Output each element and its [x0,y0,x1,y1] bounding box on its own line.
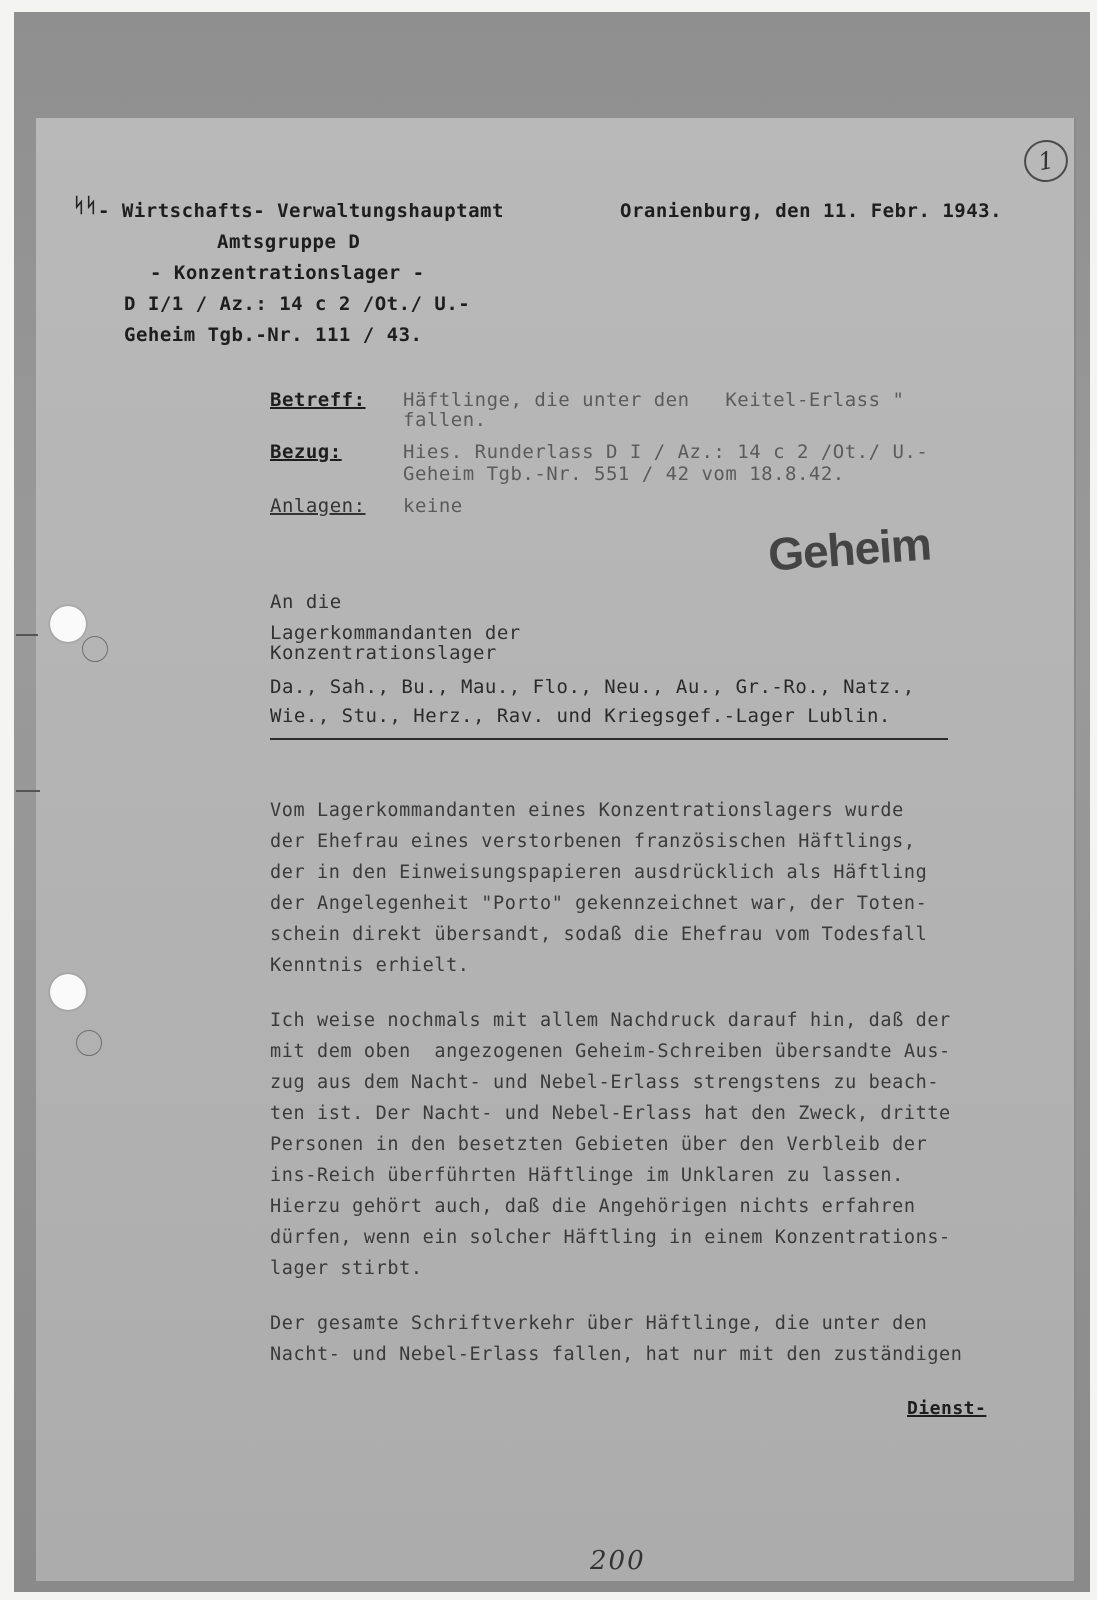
recipient-rule [270,738,948,740]
paragraph-1-line: schein direkt übersandt, sodaß die Ehefrau vom Todesfall [270,924,928,945]
paragraph-2-line: ten ist. Der Nacht- und Nebel-Erlass hat den Zweck, dritte [270,1103,951,1124]
paragraph-2-line: zug aus dem Nacht- und Nebel-Erlass strengstens zu beach- [270,1072,940,1093]
bezug-line-1: Hies. Runderlass D I / Az.: 14 c 2 /Ot./ U.- [403,441,929,463]
paragraph-1-line: der Ehefrau eines verstorbenen französischen Häftlings, [270,831,916,852]
paragraph-3-line: Der gesamte Schriftverkehr über Häftlinge, die unter den [270,1313,928,1334]
recipient-line-2: Lagerkommandanten der [270,622,521,644]
paragraph-3-line: Nacht- und Nebel-Erlass fallen, hat nur mit den zuständigen [270,1344,963,1365]
recipient-line-5: Wie., Stu., Herz., Rav. und Kriegsgef.-Lager Lublin. [270,705,891,727]
paragraph-2-line: Personen in den besetzten Gebieten über den Verbleib der [270,1134,928,1155]
betreff-line-2: fallen. [403,409,487,431]
paragraph-2-line: mit dem oben angezogenen Geheim-Schreiben übersandte Aus- [270,1041,951,1062]
paragraph-2-line: Hierzu gehört auch, daß die Angehörigen nichts erfahren [270,1196,916,1217]
betreff-line-1: Häftlinge, die unter den Keitel-Erlass " [403,389,905,411]
anlagen-label: Anlagen: [270,495,366,517]
recipient-line-4: Da., Sah., Bu., Mau., Flo., Neu., Au., Gr.-Ro., Natz., [270,676,915,698]
margin-tick [16,634,38,636]
recipient-line-1: An die [270,591,342,613]
bezug-label: Bezug: [270,441,342,463]
paragraph-2-line: ins-Reich überführten Häftlinge im Unklaren zu lassen. [270,1165,904,1186]
bezug-line-2: Geheim Tgb.-Nr. 551 / 42 vom 18.8.42. [403,463,845,485]
punch-ring-bottom [76,1030,102,1056]
reference-code: D I/1 / Az.: 14 c 2 /Ot./ U.- [124,293,471,315]
anlagen-value: keine [403,495,463,517]
punch-ring-top [82,636,108,662]
paragraph-1-line: der in den Einweisungspapieren ausdrücklich als Häftling [270,862,928,883]
punch-hole-bottom [50,974,86,1010]
paragraph-2-line: lager stirbt. [270,1258,423,1279]
paragraph-1-line: der Angelegenheit "Porto" gekennzeichnet war, der Toten- [270,893,928,914]
office-line: - Wirtschafts- Verwaltungshauptamt [98,200,504,222]
geheim-stamp: Geheim [766,517,933,581]
punch-hole-top [50,606,86,642]
paragraph-1-line: Kenntnis erhielt. [270,955,470,976]
ss-rune-mark: ᛋᛋ [73,193,97,217]
place-date: Oranienburg, den 11. Febr. 1943. [620,200,1003,222]
margin-tick [16,790,40,792]
page-marker-circled: 1 [1021,136,1072,185]
betreff-label: Betreff: [270,389,366,411]
page-number: 200 [590,1546,646,1576]
recipient-line-3: Konzentrationslager [270,642,497,664]
group-line: Amtsgruppe D [217,231,361,253]
catchword: Dienst- [907,1398,987,1419]
paragraph-2-line: Ich weise nochmals mit allem Nachdruck darauf hin, daß der [270,1010,951,1031]
paragraph-2-line: dürfen, wenn ein solcher Häftling in einem Konzentrations- [270,1227,951,1248]
paragraph-1-line: Vom Lagerkommandanten eines Konzentrationslagers wurde [270,800,904,821]
division-line: - Konzentrationslager - [150,262,425,284]
secret-number: Geheim Tgb.-Nr. 111 / 43. [124,324,423,346]
